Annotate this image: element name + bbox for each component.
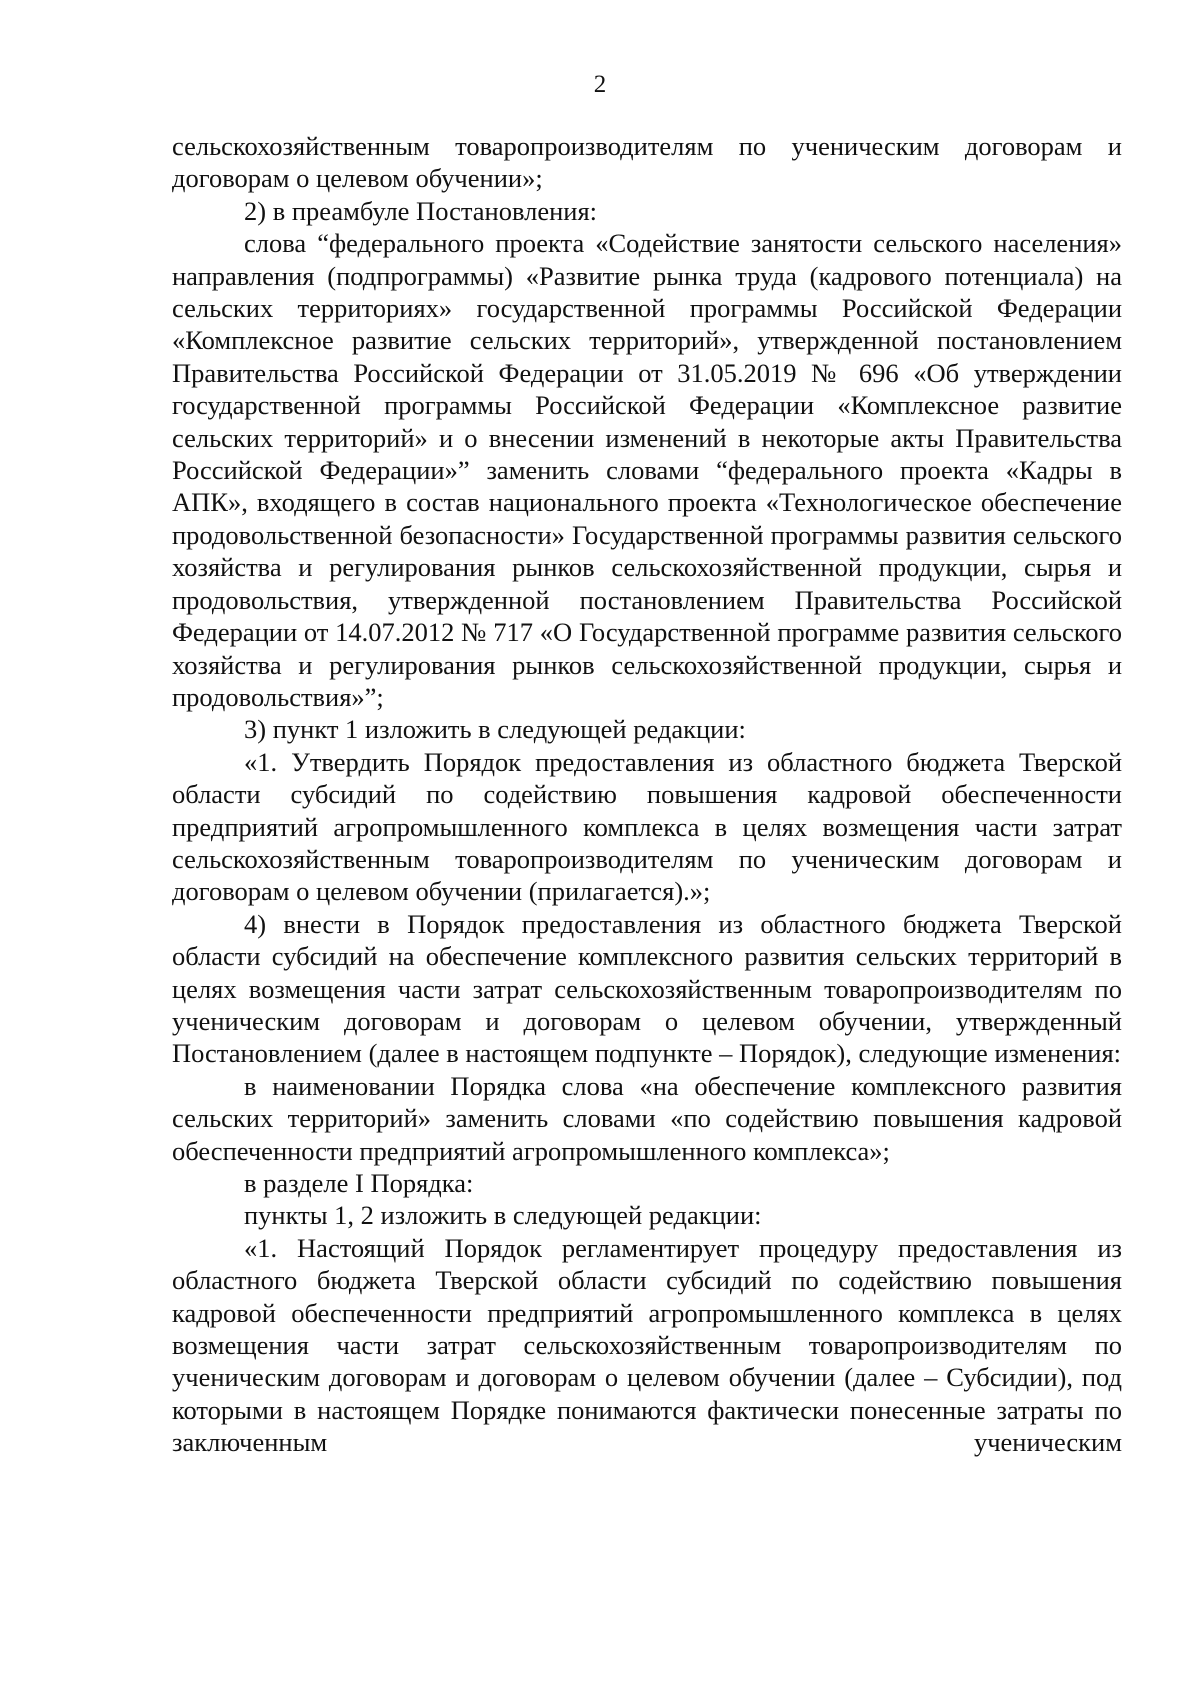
paragraph: 2) в преамбуле Постановления: [244,195,598,226]
paragraph: в разделе I Порядка: [244,1168,474,1198]
paragraph: сельскохозяйственным товаропроизводителям по ученическим договорам и договорам о целевом обучении»; [172,131,1122,194]
paragraph: пункты 1, 2 изложить в следующей редакции: [244,1200,762,1231]
paragraph: в наименовании Порядка слова «на обеспечение комплексного развития сельских территорий» заменить словами «по содействию повышения кадровой обеспеченности предприятий агропромышленного комплекса»; [172,1070,1122,1166]
paragraph: слова “федерального проекта «Содействие занятости сельского населения» направления (подпрограммы) «Развитие рынка труда (кадрового потенциала) на сельских территориях» государственной программы Российской Федерации «Комплексное развитие сельских территорий», утвержденной постановлением Правительства Российской Федерации от 31.05.2019 № 696 «Об утверждении государственной программы Российской Федерации «Комплексное развитие сельских территорий» и о внесении изменений в некоторые акты Правительства Российской Федерации»” заменить словами “федерального проекта «Кадры в АПК», входящего в состав национального проекта «Технологическое обеспечение продовольственной безопасности» Государственной программы развития сельского хозяйства и регулирования рынков сельскохозяйственной продукции, сырья и продовольствия, утвержденной постановлением Правительства Российской Федерации от 14.07.2012 № 717 «О Государственной программе развития сельского хозяйства и регулирования рынков сельскохозяйственной продукции, сырья и продовольствия»”; [172,228,1122,712]
paragraph: «1. Настоящий Порядок регламентирует процедуру предоставления из областного бюджета Тверской области субсидий по содействию повышения кадровой обеспеченности предприятий агропромышленного комплекса в целях возмещения части затрат сельскохозяйственным товаропроизводителям по ученическим договорам и договорам о целевом обучении (далее – Субсидии), под которыми в настоящем Порядке понимаются фактически понесенные затраты по заключенным ученическим [172,1232,1122,1458]
paragraph: «1. Утвердить Порядок предоставления из областного бюджета Тверской области субсидий по содействию повышения кадровой обеспеченности предприятий агропромышленного комплекса в целях возмещения части затрат сельскохозяйственным товаропроизводителям по ученическим договорам и договорам о целевом обучении (прилагается).»; [172,746,1122,907]
page-number: 2 [593,71,607,98]
paragraph: 3) пункт 1 изложить в следующей редакции: [244,714,746,745]
document-body [172,130,1122,1459]
paragraph: 4) внести в Порядок предоставления из областного бюджета Тверской области субсидий на обеспечение комплексного развития сельских территорий в целях возмещения части затрат сельскохозяйственным товаропроизводителям по ученическим договорам и договорам о целевом обучении, утвержденный Постановлением (далее в настоящем подпункте – Порядок), следующие изменения: [172,908,1122,1069]
